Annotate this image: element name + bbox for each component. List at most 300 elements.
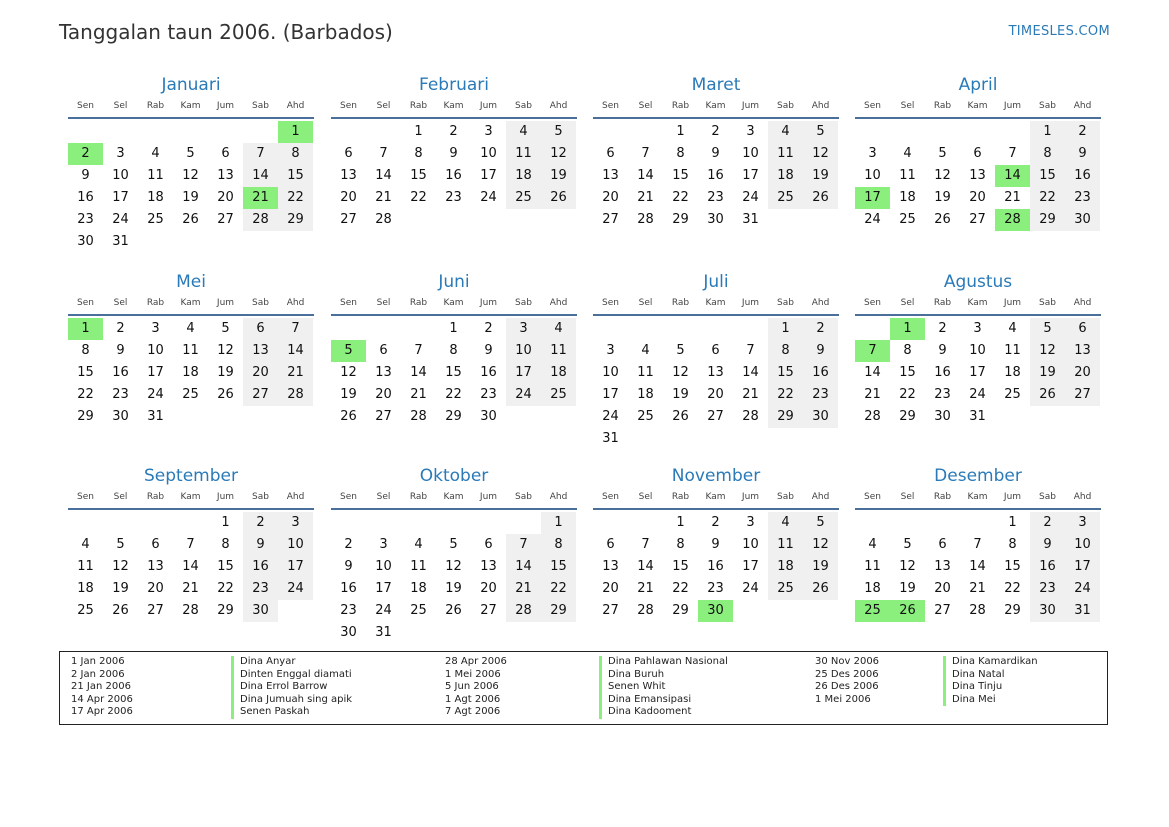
day-cell: 15 (541, 556, 576, 578)
legend-holiday-name: Senen Paskah (231, 706, 310, 719)
day-cell: 14 (637, 168, 654, 183)
day-cell: 20 (1065, 362, 1100, 384)
weekday-label: Jum (1003, 492, 1022, 502)
day-cell: 12 (182, 168, 199, 183)
weekday-label: Ahd (286, 298, 305, 308)
day-cell: 25 (768, 578, 803, 600)
day-cell: 22 (672, 581, 689, 596)
day-cell: 16 (1030, 556, 1065, 578)
day-cell: 25 (768, 187, 803, 209)
day-cell: 30 (707, 212, 724, 227)
day-cell: 1 (449, 321, 458, 336)
legend-holiday-name: Dina Jumuah sing apik (231, 694, 352, 707)
day-cell: 28 (375, 212, 392, 227)
legend-holiday-name: Dina Tinju (943, 681, 1002, 694)
day-cell: 14 (864, 365, 881, 380)
weekday-label: Sen (602, 298, 619, 308)
legend-holiday-name: Dina Kamardikan (943, 656, 1038, 669)
day-cell: 28 (637, 603, 654, 618)
day-cell: 27 (969, 212, 986, 227)
header-divider (331, 314, 577, 316)
day-cell: 11 (77, 559, 94, 574)
day-cell: 12 (340, 365, 357, 380)
day-cell: 9 (938, 343, 947, 358)
day-cell: 8 (1030, 143, 1065, 165)
day-cell: 20 (243, 362, 278, 384)
day-cell: 28 (969, 603, 986, 618)
day-cell: 10 (742, 537, 759, 552)
day-cell: 30 (934, 409, 951, 424)
day-cell: 28 (182, 603, 199, 618)
day-cell: 24 (506, 384, 541, 406)
month-name: Januari (161, 75, 221, 95)
day-cell: 29 (672, 603, 689, 618)
holiday-day-cell: 1 (890, 318, 925, 340)
day-cell: 31 (742, 212, 759, 227)
day-cell: 2 (938, 321, 947, 336)
day-cell: 17 (480, 168, 497, 183)
day-cell: 19 (112, 581, 129, 596)
month-name: Agustus (943, 272, 1013, 292)
day-cell: 14 (506, 556, 541, 578)
day-cell: 15 (1004, 559, 1021, 574)
day-cell: 22 (541, 578, 576, 600)
day-cell: 11 (637, 365, 654, 380)
month-januari (68, 75, 314, 265)
day-cell: 21 (182, 581, 199, 596)
day-cell: 10 (602, 365, 619, 380)
day-cell: 5 (449, 537, 458, 552)
day-cell: 22 (217, 581, 234, 596)
day-cell: 21 (637, 581, 654, 596)
day-cell: 4 (541, 318, 576, 340)
day-cell: 7 (186, 537, 195, 552)
day-cell: 8 (903, 343, 912, 358)
day-cell: 18 (506, 165, 541, 187)
month-name: Maret (691, 75, 741, 95)
weekday-label: Rab (146, 101, 165, 111)
day-cell: 29 (217, 603, 234, 618)
day-cell: 27 (340, 212, 357, 227)
day-cell: 17 (1065, 556, 1100, 578)
day-cell: 10 (480, 146, 497, 161)
day-cell: 22 (899, 387, 916, 402)
header-divider (855, 117, 1101, 119)
weekday-label: Rab (146, 492, 165, 502)
weekday-label: Sab (515, 101, 532, 111)
day-cell: 20 (969, 190, 986, 205)
day-cell: 23 (480, 387, 497, 402)
day-cell: 15 (672, 168, 689, 183)
day-cell: 14 (637, 559, 654, 574)
day-cell: 20 (602, 190, 619, 205)
day-cell: 8 (81, 343, 90, 358)
weekday-label: Sel (376, 298, 391, 308)
weekday-header (593, 298, 839, 313)
legend-date: 5 Jun 2006 (445, 681, 499, 693)
day-cell: 18 (768, 556, 803, 578)
month-juli (593, 272, 839, 462)
legend-date: 1 Agt 2006 (445, 693, 501, 705)
weekday-label: Sel (900, 101, 915, 111)
weekday-label: Sen (340, 492, 357, 502)
weekday-label: Sel (376, 101, 391, 111)
day-cell: 18 (637, 387, 654, 402)
day-cell: 15 (445, 365, 462, 380)
day-cell: 3 (116, 146, 125, 161)
day-cell: 16 (243, 556, 278, 578)
day-cell: 1 (1008, 515, 1017, 530)
day-cell: 11 (541, 340, 576, 362)
day-cell: 22 (445, 387, 462, 402)
weekday-label: Kam (180, 492, 201, 502)
day-cell: 13 (969, 168, 986, 183)
day-cell: 3 (973, 321, 982, 336)
day-cell: 27 (375, 409, 392, 424)
day-cell: 19 (217, 365, 234, 380)
weekday-label: Rab (671, 492, 690, 502)
weekday-label: Sab (515, 492, 532, 502)
day-cell: 22 (1004, 581, 1021, 596)
header-divider (855, 508, 1101, 510)
day-cell: 29 (1004, 603, 1021, 618)
weekday-label: Sel (376, 492, 391, 502)
day-cell: 19 (899, 581, 916, 596)
day-cell: 12 (445, 559, 462, 574)
weekday-header (68, 101, 314, 116)
month-desember (855, 466, 1101, 656)
day-cell: 21 (969, 581, 986, 596)
day-cell: 28 (410, 409, 427, 424)
day-cell: 26 (803, 187, 838, 209)
day-cell: 13 (707, 365, 724, 380)
brand-link[interactable]: TIMESLES.COM (1008, 24, 1110, 39)
day-cell: 8 (221, 537, 230, 552)
day-cell: 19 (445, 581, 462, 596)
day-cell: 26 (672, 409, 689, 424)
day-cell: 3 (379, 537, 388, 552)
day-cell: 9 (1065, 143, 1100, 165)
weekday-label: Sen (602, 101, 619, 111)
day-cell: 4 (1008, 321, 1017, 336)
day-cell: 12 (803, 534, 838, 556)
weekday-header (331, 101, 577, 116)
day-cell: 3 (868, 146, 877, 161)
day-cell: 27 (1065, 384, 1100, 406)
day-cell: 5 (676, 343, 685, 358)
day-cell: 17 (112, 190, 129, 205)
day-cell: 12 (217, 343, 234, 358)
day-cell: 8 (414, 146, 423, 161)
day-cell: 9 (711, 146, 720, 161)
legend-holiday-name: Dina Emansipasi (599, 694, 691, 707)
day-cell: 7 (1008, 146, 1017, 161)
holiday-day-cell: 5 (331, 340, 366, 362)
weekday-label: Rab (933, 101, 952, 111)
weekday-label: Sab (1039, 492, 1056, 502)
day-cell: 4 (768, 121, 803, 143)
day-cell: 20 (147, 581, 164, 596)
day-cell: 4 (151, 146, 160, 161)
day-cell: 4 (414, 537, 423, 552)
legend-holiday-name: Dinten Enggal diamati (231, 669, 352, 682)
month-maret (593, 75, 839, 265)
day-cell: 31 (112, 234, 129, 249)
day-cell: 17 (742, 559, 759, 574)
weekday-label: Jum (1003, 101, 1022, 111)
weekday-header (331, 298, 577, 313)
day-cell: 25 (182, 387, 199, 402)
day-cell: 10 (969, 343, 986, 358)
day-cell: 6 (243, 318, 278, 340)
day-cell: 18 (77, 581, 94, 596)
day-cell: 11 (410, 559, 427, 574)
day-cell: 21 (506, 578, 541, 600)
month-februari (331, 75, 577, 265)
day-cell: 10 (375, 559, 392, 574)
day-cell: 8 (676, 537, 685, 552)
day-cell: 12 (899, 559, 916, 574)
day-cell: 6 (379, 343, 388, 358)
day-cell: 4 (641, 343, 650, 358)
day-cell: 20 (375, 387, 392, 402)
day-cell: 12 (541, 143, 576, 165)
day-cell: 15 (672, 559, 689, 574)
day-cell: 29 (278, 209, 313, 231)
day-cell: 9 (243, 534, 278, 556)
month-agustus (855, 272, 1101, 462)
page-title: Tanggalan taun 2006. (Barbados) (59, 20, 393, 44)
day-cell: 10 (506, 340, 541, 362)
day-cell: 24 (375, 603, 392, 618)
day-cell: 23 (707, 581, 724, 596)
legend-date: 1 Mei 2006 (815, 693, 871, 705)
day-cell: 17 (602, 387, 619, 402)
day-cell: 18 (410, 581, 427, 596)
day-cell: 28 (637, 212, 654, 227)
weekday-label: Sen (77, 492, 94, 502)
day-cell: 2 (1065, 121, 1100, 143)
header-divider (68, 508, 314, 510)
weekday-label: Sel (113, 492, 128, 502)
day-cell: 6 (938, 537, 947, 552)
day-cell: 23 (112, 387, 129, 402)
day-cell: 20 (934, 581, 951, 596)
weekday-label: Sab (777, 101, 794, 111)
weekday-label: Jum (479, 298, 498, 308)
holiday-day-cell: 2 (68, 143, 103, 165)
day-cell: 6 (221, 146, 230, 161)
month-name: Juni (438, 272, 470, 292)
day-cell: 9 (449, 146, 458, 161)
header-divider (593, 314, 839, 316)
day-cell: 22 (410, 190, 427, 205)
legend-date: 30 Nov 2006 (815, 656, 880, 667)
legend-date: 14 Apr 2006 (71, 693, 133, 705)
day-cell: 3 (278, 512, 313, 534)
day-cell: 21 (742, 387, 759, 402)
day-cell: 7 (641, 146, 650, 161)
day-cell: 23 (445, 190, 462, 205)
day-cell: 11 (768, 534, 803, 556)
day-cell: 7 (243, 143, 278, 165)
day-cell: 29 (1030, 209, 1065, 231)
day-cell: 11 (182, 343, 199, 358)
weekday-label: Rab (671, 298, 690, 308)
day-cell: 19 (541, 165, 576, 187)
day-cell: 24 (742, 581, 759, 596)
day-cell: 24 (602, 409, 619, 424)
weekday-label: Rab (933, 298, 952, 308)
day-cell: 10 (278, 534, 313, 556)
day-cell: 5 (186, 146, 195, 161)
day-cell: 8 (278, 143, 313, 165)
day-cell: 23 (1030, 578, 1065, 600)
day-cell: 23 (934, 387, 951, 402)
month-name: Juli (703, 272, 729, 292)
weekday-header (593, 101, 839, 116)
day-cell: 14 (969, 559, 986, 574)
day-cell: 1 (676, 515, 685, 530)
day-cell: 21 (864, 387, 881, 402)
holiday-legend (59, 651, 1108, 725)
day-cell: 10 (742, 146, 759, 161)
legend-holiday-name: Dina Anyar (231, 656, 295, 669)
weekday-label: Ahd (811, 101, 830, 111)
weekday-label: Jum (741, 298, 760, 308)
header-divider (331, 117, 577, 119)
weekday-label: Sen (864, 298, 881, 308)
day-cell: 19 (803, 556, 838, 578)
day-cell: 26 (217, 387, 234, 402)
day-cell: 2 (711, 124, 720, 139)
day-cell: 27 (217, 212, 234, 227)
day-cell: 9 (711, 537, 720, 552)
day-cell: 21 (410, 387, 427, 402)
weekday-label: Sel (113, 101, 128, 111)
day-cell: 17 (969, 365, 986, 380)
day-cell: 23 (1065, 187, 1100, 209)
day-cell: 3 (151, 321, 160, 336)
holiday-day-cell: 1 (278, 121, 313, 143)
legend-holiday-name: Dina Natal (943, 669, 1005, 682)
day-cell: 27 (480, 603, 497, 618)
day-cell: 5 (938, 146, 947, 161)
day-cell: 25 (541, 384, 576, 406)
day-cell: 6 (606, 146, 615, 161)
day-cell: 23 (340, 603, 357, 618)
day-cell: 7 (973, 537, 982, 552)
day-cell: 4 (81, 537, 90, 552)
month-juni (331, 272, 577, 462)
day-cell: 18 (541, 362, 576, 384)
day-cell: 30 (340, 625, 357, 640)
day-cell: 18 (768, 165, 803, 187)
day-cell: 11 (147, 168, 164, 183)
day-cell: 27 (934, 603, 951, 618)
day-cell: 25 (899, 212, 916, 227)
holiday-day-cell: 28 (995, 209, 1030, 231)
weekday-label: Jum (479, 492, 498, 502)
day-cell: 30 (243, 600, 278, 622)
header-divider (855, 314, 1101, 316)
day-cell: 27 (707, 409, 724, 424)
day-cell: 24 (1065, 578, 1100, 600)
day-cell: 4 (186, 321, 195, 336)
day-cell: 9 (116, 343, 125, 358)
day-cell: 12 (934, 168, 951, 183)
day-cell: 30 (112, 409, 129, 424)
day-cell: 4 (768, 512, 803, 534)
header-divider (593, 117, 839, 119)
holiday-day-cell: 26 (890, 600, 925, 622)
day-cell: 31 (602, 431, 619, 446)
day-cell: 26 (112, 603, 129, 618)
day-cell: 26 (1030, 384, 1065, 406)
day-cell: 24 (112, 212, 129, 227)
day-cell: 23 (243, 578, 278, 600)
day-cell: 3 (1065, 512, 1100, 534)
weekday-header (855, 101, 1101, 116)
weekday-label: Sab (777, 492, 794, 502)
holiday-day-cell: 30 (698, 600, 733, 622)
day-cell: 14 (243, 165, 278, 187)
weekday-label: Kam (180, 101, 201, 111)
day-cell: 14 (375, 168, 392, 183)
day-cell: 24 (864, 212, 881, 227)
day-cell: 31 (969, 409, 986, 424)
day-cell: 2 (1030, 512, 1065, 534)
day-cell: 20 (707, 387, 724, 402)
month-mei (68, 272, 314, 462)
day-cell: 5 (803, 121, 838, 143)
weekday-label: Jum (216, 298, 235, 308)
day-cell: 13 (934, 559, 951, 574)
legend-date: 1 Mei 2006 (445, 668, 501, 680)
day-cell: 4 (903, 146, 912, 161)
legend-holiday-name: Senen Whit (599, 681, 665, 694)
day-cell: 13 (480, 559, 497, 574)
day-cell: 15 (77, 365, 94, 380)
day-cell: 5 (541, 121, 576, 143)
day-cell: 2 (116, 321, 125, 336)
weekday-label: Jum (479, 101, 498, 111)
legend-date: 7 Agt 2006 (445, 706, 501, 718)
day-cell: 6 (711, 343, 720, 358)
day-cell: 13 (147, 559, 164, 574)
legend-date: 25 Des 2006 (815, 668, 879, 680)
day-cell: 25 (77, 603, 94, 618)
day-cell: 15 (410, 168, 427, 183)
weekday-label: Jum (216, 101, 235, 111)
day-cell: 25 (1004, 387, 1021, 402)
weekday-label: Sen (77, 298, 94, 308)
day-cell: 3 (506, 318, 541, 340)
day-cell: 18 (864, 581, 881, 596)
day-cell: 24 (480, 190, 497, 205)
day-cell: 22 (1030, 187, 1065, 209)
weekday-header (331, 492, 577, 507)
day-cell: 28 (278, 384, 313, 406)
day-cell: 17 (147, 365, 164, 380)
month-name: Mei (176, 272, 206, 292)
weekday-label: Sab (1039, 101, 1056, 111)
day-cell: 21 (278, 362, 313, 384)
month-april (855, 75, 1101, 265)
day-cell: 16 (803, 362, 838, 384)
day-cell: 26 (445, 603, 462, 618)
day-cell: 7 (641, 537, 650, 552)
